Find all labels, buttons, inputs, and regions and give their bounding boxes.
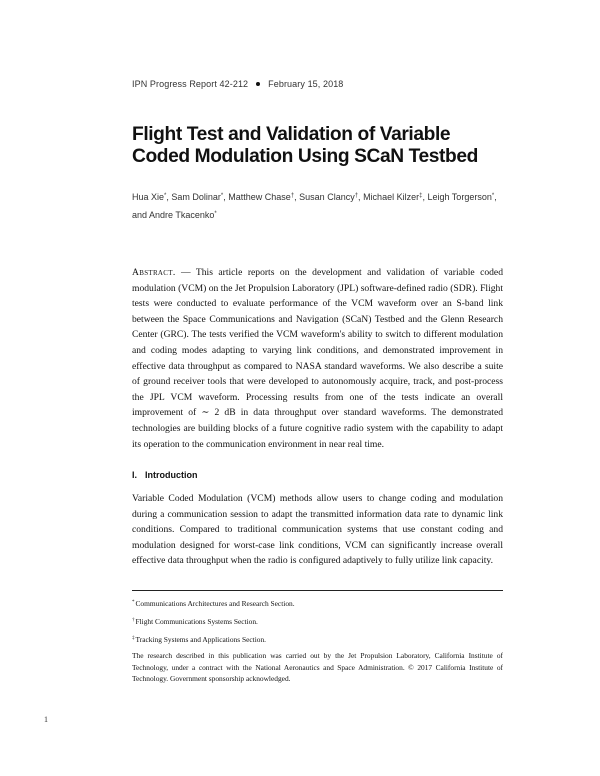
abstract-label: Abstract.	[132, 267, 176, 278]
report-number: IPN Progress Report 42-212	[132, 79, 249, 89]
bullet-separator	[256, 82, 260, 86]
section-heading	[132, 470, 198, 480]
abstract-text: — This article reports on the development and validation of variable coded modulation (VCM) on the Jet Propulsion Laboratory (JPL) software-defined radio (SDR). Flight tests were conducted to evaluate performance of the VCM waveform over an S-band link between the Space Communications and Navigation (SCaN) Testbed and the Glenn Research Center (GRC). The tests verified the VCM waveform's ability to switch to different modulation and coding modes adapting to varying link conditions, and demonstrated improvement in effective data throughput as compared to NASA standard waveforms. We also describe a suite of ground receiver tools that were developed to autonomously acquire, track, and post-process the JPL VCM waveform. Processing results from one of the tests indicate an overall improvement of ∼ 2 dB in data throughput over standard waveforms. The demonstrated technologies are building blocks of a future cognitive radio system with the capability to adapt its operation to the communication environment in near real time.	[132, 267, 503, 450]
footnote: †Flight Communications Systems Section.	[132, 617, 258, 626]
author: Sam Dolinar*,	[171, 192, 229, 202]
footnote: *Communications Architectures and Research Section.	[132, 599, 295, 608]
author: Michael Kilzer‡,	[363, 192, 428, 202]
author-list	[132, 188, 512, 224]
paper-title: Flight Test and Validation of Variable Coded Modulation Using SCaN Testbed	[132, 124, 478, 167]
footnote-rule	[132, 590, 503, 591]
author: Leigh Torgerson*,	[427, 192, 497, 202]
page-number: 1	[44, 715, 48, 724]
report-header	[132, 79, 343, 89]
funding-note: The research described in this publication was carried out by the Jet Propulsion Laboratory, California Institute of Technology, under a contract with the National Aeronautics and Space Administration. © 2017 California Institute of Technology. Government sponsorship acknowledged.	[132, 651, 503, 683]
author: Hua Xie*,	[132, 192, 172, 202]
report-date: February 15, 2018	[268, 79, 344, 89]
author: Susan Clancy†,	[299, 192, 364, 202]
footnote: ‡Tracking Systems and Applications Section.	[132, 635, 266, 644]
author: Matthew Chase†,	[228, 192, 300, 202]
section-number: I.	[132, 470, 138, 480]
author: and Andre Tkacenko*	[132, 210, 217, 220]
abstract	[132, 265, 503, 452]
section-title: Introduction	[145, 470, 198, 480]
introduction-paragraph: Variable Coded Modulation (VCM) methods allow users to change coding and modulation during a communication session to adapt the transmitted information data rate to dynamic link conditions. Compared to traditional communication systems that use constant coding and modulation designed for worst-case link conditions, VCM can significantly increase overall effective data throughput when the radio is configured adaptively to fully utilize link capacity.	[132, 493, 503, 567]
